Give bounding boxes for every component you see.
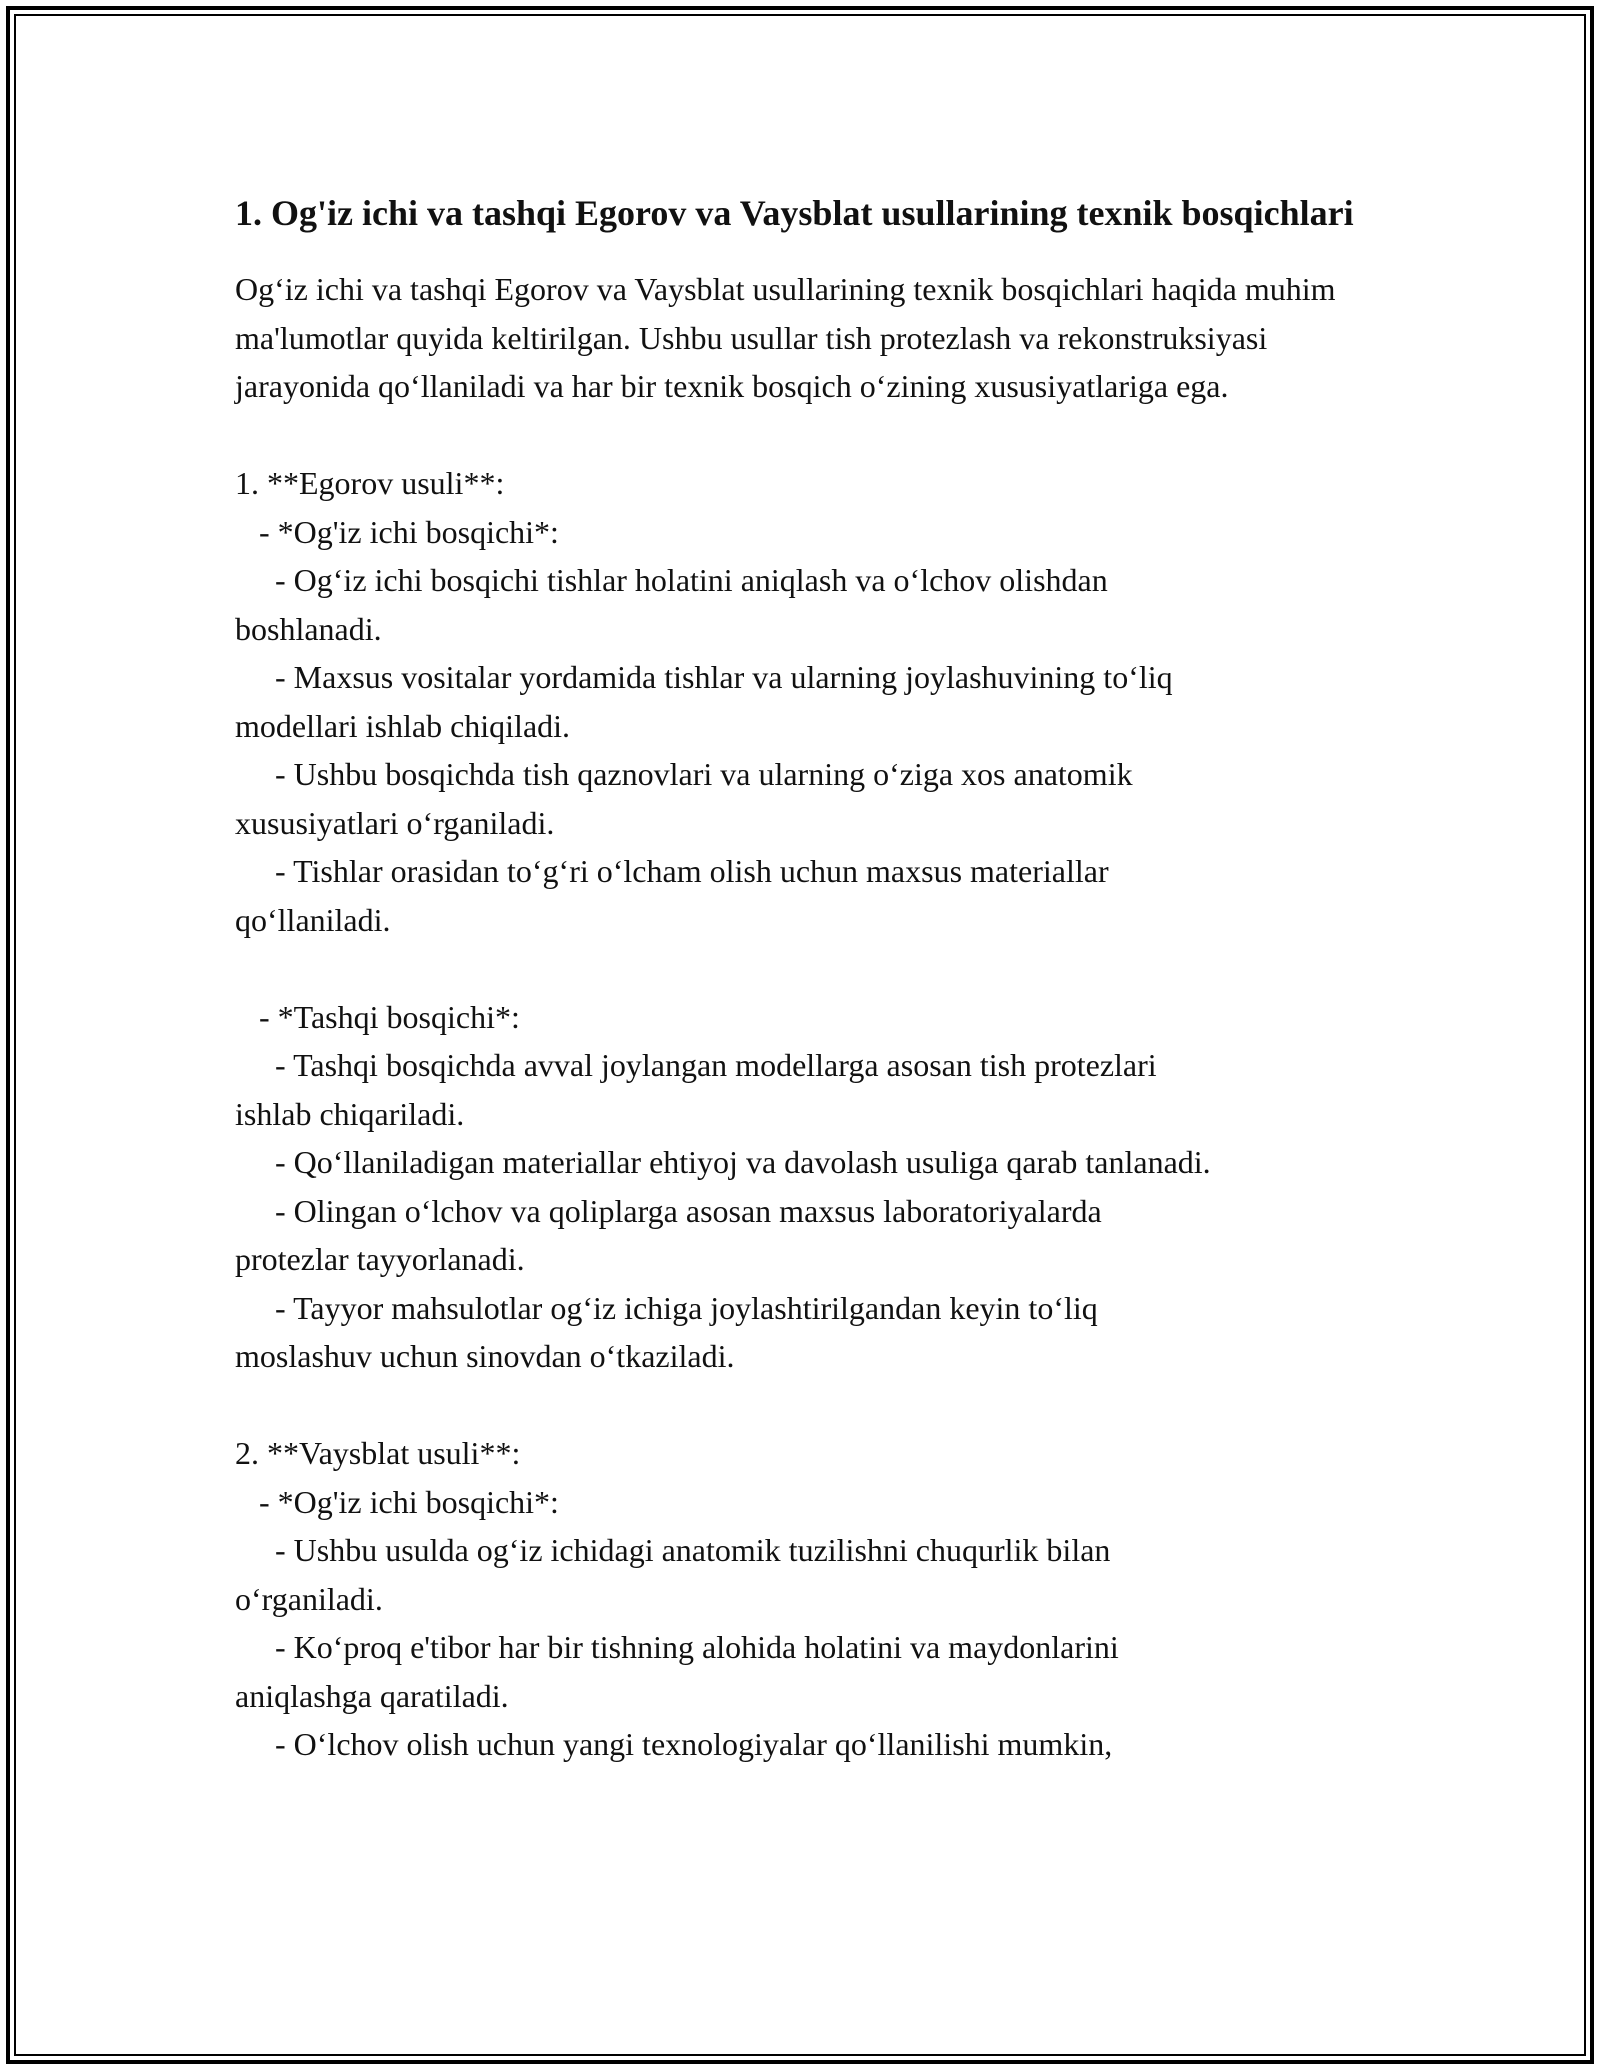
text-line: protezlar tayyorlanadi. (235, 1241, 525, 1277)
blank-line (235, 411, 1385, 460)
text-line: - *Og'iz ichi bosqichi*: (235, 1483, 559, 1520)
text-line: 1. **Egorov usuli**: (235, 465, 505, 501)
text-line: moslashuv uchun sinovdan o‘tkaziladi. (235, 1338, 735, 1374)
text-line: - Tayyor mahsulotlar og‘iz ichiga joylashtirilgandan keyin to‘liq (235, 1289, 1098, 1326)
text-line: o‘rganiladi. (235, 1580, 383, 1617)
text-line: qo‘llaniladi. (235, 901, 391, 938)
text-line: ishlab chiqariladi. (235, 1095, 465, 1132)
blank-line (235, 1381, 1385, 1430)
text-line: - O‘lchov olish uchun yangi texnologiyalar qo‘llanilishi mumkin, (235, 1726, 1113, 1762)
intro-paragraph: Og‘iz ichi va tashqi Egorov va Vaysblat usullarining texnik bosqichlari haqida muhim ma'lumotlar quyida keltirilgan. Ushbu usullar tish protezlash va rekonstruksiyasi jarayonida qo‘llaniladi va har bir texnik bosqich o‘zining xususiyatlariga ega. (235, 271, 1336, 404)
method-description (235, 459, 1385, 1769)
document-body (235, 186, 1385, 1769)
text-line: - *Tashqi bosqichi*: (235, 998, 520, 1035)
text-line: - Qo‘llaniladigan materiallar ehtiyoj va davolash usuliga qarab tanlanadi. (235, 1144, 1211, 1180)
text-line: - Ko‘proq e'tibor har bir tishning alohida holatini va maydonlarini (235, 1629, 1119, 1665)
text-line: modellari ishlab chiqiladi. (235, 707, 571, 744)
text-line: - Og‘iz ichi bosqichi tishlar holatini aniqlash va o‘lchov olishdan (235, 562, 1108, 598)
text-line: 2. **Vaysblat usuli**: (235, 1435, 521, 1471)
text-line: - Ushbu usulda og‘iz ichidagi anatomik tuzilishni chuqurlik bilan (235, 1532, 1111, 1568)
text-line: - *Og'iz ichi bosqichi*: (235, 513, 559, 550)
text-line: - Ushbu bosqichda tish qaznovlari va ularning o‘ziga xos anatomik (235, 756, 1133, 792)
text-line: boshlanadi. (235, 610, 382, 647)
text-line: xususiyatlari o‘rganiladi. (235, 804, 555, 841)
blank-line (235, 944, 1385, 993)
text-line: - Maxsus vositalar yordamida tishlar va ularning joylashuvining to‘liq (235, 659, 1173, 695)
text-line: - Tashqi bosqichda avval joylangan modellarga asosan tish protezlari (235, 1047, 1157, 1083)
text-line: - Tishlar orasidan to‘g‘ri o‘lcham olish uchun maxsus materiallar (235, 853, 1109, 889)
text-line: aniqlashga qaratiladi. (235, 1677, 509, 1714)
document-heading: 1. Og'iz ichi va tashqi Egorov va Vaysblat usullarining texnik bosqichlari (235, 193, 1354, 233)
text-line: - Olingan o‘lchov va qoliplarga asosan maxsus laboratoriyalarda (235, 1192, 1102, 1229)
